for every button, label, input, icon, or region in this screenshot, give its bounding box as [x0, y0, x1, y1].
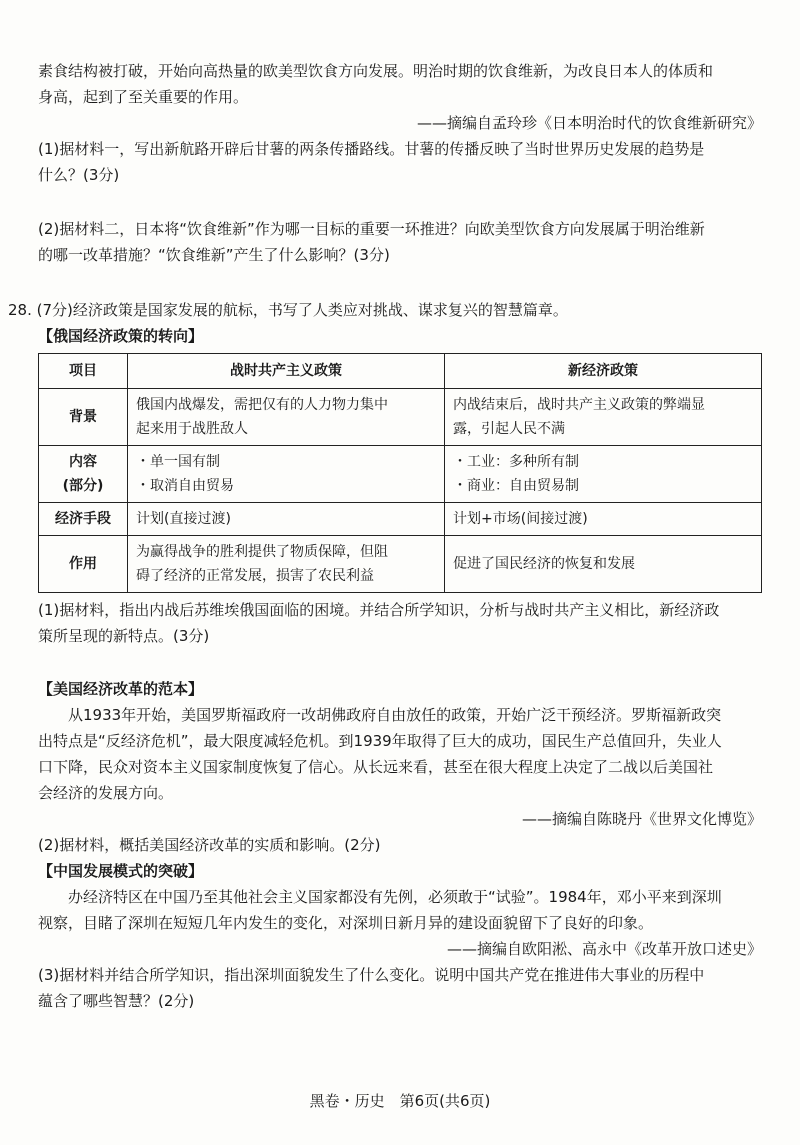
table-cell [445, 536, 762, 593]
cell-line: 俄国内战爆发，需把仅有的人力物力集中 [136, 397, 388, 413]
q27-1-line-2: 什么？(3分) [38, 166, 120, 184]
q28-1-line-2: 策所呈现的新特点。(3分) [38, 627, 210, 645]
cell-line: 内战结束后，战时共产主义政策的弊端显 [453, 397, 705, 413]
section1-title: 【俄国经济政策的转向】 [38, 327, 204, 345]
q27-2-line-1: (2)据材料二，日本将“饮食维新”作为哪一目标的重要一环推进？向欧美型饮食方向发展属于明治维新 [38, 220, 705, 238]
table-cell [128, 389, 445, 446]
cell-line: ・取消自由贸易 [136, 478, 234, 494]
q28-1-line-1: (1)据材料，指出内战后苏维埃俄国面临的困境。并结合所学知识，分析与战时共产主义相比，新经济政 [38, 601, 720, 619]
table-row [39, 389, 762, 446]
row-label-line: 内容 [69, 454, 97, 470]
section2-line-3: 口下降，民众对资本主义国家制度恢复了信心。从长远来看，甚至在很大程度上决定了二战以后美国社 [38, 758, 714, 776]
cell-line: 起来用于战胜敌人 [136, 421, 248, 437]
q28-intro: 28. (7分)经济政策是国家发展的航标，书写了人类应对挑战、谋求复兴的智慧篇章。 [8, 301, 568, 319]
cell-line: 为赢得战争的胜利提供了物质保障，但阻 [136, 544, 388, 560]
intro-source: ——摘编自孟玲珍《日本明治时代的饮食维新研究》 [416, 114, 762, 132]
table-header: 新经济政策 [445, 354, 762, 389]
table-row [39, 536, 762, 593]
q28-2: (2)据材料，概括美国经济改革的实质和影响。(2分) [38, 836, 381, 854]
table-header: 项目 [39, 354, 128, 389]
section2-line-1: 从1933年开始，美国罗斯福政府一改胡佛政府自由放任的政策，开始广泛干预经济。罗斯福新政突 [68, 706, 722, 724]
cell-line: 促进了国民经济的恢复和发展 [453, 556, 635, 572]
intro-line-2: 身高，起到了至关重要的作用。 [38, 88, 249, 106]
q27-1-line-1: (1)据材料一，写出新航路开辟后甘薯的两条传播路线。甘薯的传播反映了当时世界历史发展的趋势是 [38, 140, 705, 158]
table-header-row [39, 354, 762, 389]
section3-title: 【中国发展模式的突破】 [38, 862, 204, 880]
intro-line-1: 素食结构被打破，开始向高热量的欧美型饮食方向发展。明治时期的饮食维新，为改良日本人的体质和 [38, 62, 714, 80]
section3-line-2: 视察，目睹了深圳在短短几年内发生的变化，对深圳日新月异的建设面貌留下了良好的印象。 [38, 914, 654, 932]
cell-line: ・单一国有制 [136, 454, 220, 470]
section2-source: ——摘编自陈晓丹《世界文化博览》 [521, 810, 762, 828]
section3-source: ——摘编自欧阳淞、高永中《改革开放口述史》 [446, 940, 762, 958]
policy-table [38, 353, 762, 593]
table-cell [445, 503, 762, 536]
section2-line-2: 出特点是“反经济危机”，最大限度减轻危机。到1939年取得了巨大的成功，国民生产总值回升，失业人 [38, 732, 722, 750]
row-label-line: (部分) [62, 478, 104, 494]
table-cell [128, 536, 445, 593]
table-row [39, 503, 762, 536]
q27-2-line-2: 的哪一改革措施？“饮食维新”产生了什么影响？(3分) [38, 246, 390, 264]
row-label: 作用 [39, 536, 128, 593]
table-cell [128, 446, 445, 503]
table-cell [445, 389, 762, 446]
cell-line: 碍了经济的正常发展，损害了农民利益 [136, 568, 374, 584]
row-label: 经济手段 [39, 503, 128, 536]
q28-3-line-1: (3)据材料并结合所学知识，指出深圳面貌发生了什么变化。说明中国共产党在推进伟大事业的历程中 [38, 966, 705, 984]
cell-line: 计划+市场(间接过渡) [453, 511, 588, 527]
page-footer: 黑卷・历史 第6页(共6页) [309, 1092, 491, 1110]
q28-3-line-2: 蕴含了哪些智慧？(2分) [38, 992, 195, 1010]
cell-line: 计划(直接过渡) [136, 511, 231, 527]
cell-line: ・工业：多种所有制 [453, 454, 579, 470]
cell-line: 露，引起人民不满 [453, 421, 565, 437]
table-cell [128, 503, 445, 536]
table-cell [445, 446, 762, 503]
row-label: 背景 [39, 389, 128, 446]
row-label [39, 446, 128, 503]
table-header: 战时共产主义政策 [128, 354, 445, 389]
section2-title: 【美国经济改革的范本】 [38, 680, 204, 698]
table-row [39, 446, 762, 503]
cell-line: ・商业：自由贸易制 [453, 478, 579, 494]
section3-line-1: 办经济特区在中国乃至其他社会主义国家都没有先例，必须敢于“试验”。1984年，邓小平来到深圳 [68, 888, 722, 906]
section2-line-4: 会经济的发展方向。 [38, 784, 174, 802]
